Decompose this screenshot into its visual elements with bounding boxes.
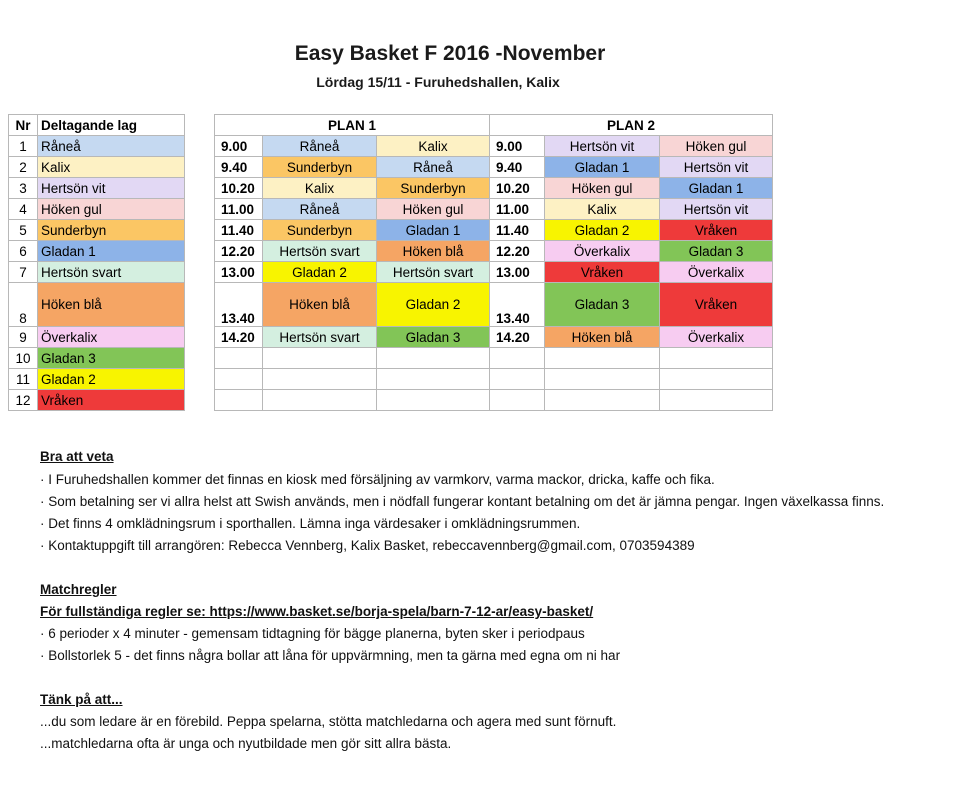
team-name: Hertsön svart: [38, 262, 185, 283]
match-team: Gladan 2: [545, 220, 660, 241]
match-row: [215, 327, 773, 348]
match-team: Sunderbyn: [263, 220, 377, 241]
empty-cell: [660, 348, 773, 369]
match-team: Höken gul: [545, 178, 660, 199]
empty-cell: [545, 348, 660, 369]
team-row: [9, 262, 185, 283]
team-nr: 8: [9, 283, 38, 327]
matchregler-heading: Matchregler: [40, 582, 117, 597]
team-row: [9, 283, 185, 327]
match-team: Sunderbyn: [377, 178, 490, 199]
match-time: 13.40: [215, 283, 263, 327]
empty-cell: [660, 390, 773, 411]
match-team: Gladan 1: [545, 157, 660, 178]
match-team: Höken gul: [377, 199, 490, 220]
team-nr: 4: [9, 199, 38, 220]
team-nr: 11: [9, 369, 38, 390]
match-time: 11.00: [490, 199, 545, 220]
page-subtitle: Lördag 15/11 - Furuhedshallen, Kalix: [316, 74, 560, 90]
match-time: 14.20: [490, 327, 545, 348]
match-time: 9.40: [490, 157, 545, 178]
empty-cell: [490, 348, 545, 369]
match-team: Gladan 2: [377, 283, 490, 327]
team-row: [9, 157, 185, 178]
info-line: · Det finns 4 omklädningsrum i sporthallen. Lämna inga värdesaker i omklädningsrummen.: [40, 516, 581, 531]
match-team: Gladan 3: [660, 241, 773, 262]
empty-cell: [215, 369, 263, 390]
team-name: Gladan 1: [38, 241, 185, 262]
tank-line: ...matchledarna ofta är unga och nyutbildade men gör sitt allra bästa.: [40, 736, 452, 751]
teams-col-nr: Nr: [9, 115, 38, 136]
empty-cell: [215, 348, 263, 369]
match-time: 10.20: [215, 178, 263, 199]
match-team: Råneå: [263, 199, 377, 220]
match-time: 12.20: [490, 241, 545, 262]
match-team: Överkalix: [660, 262, 773, 283]
match-team: Höken blå: [377, 241, 490, 262]
match-time: 10.20: [490, 178, 545, 199]
team-nr: 5: [9, 220, 38, 241]
match-team: Gladan 1: [377, 220, 490, 241]
match-team: Höken blå: [545, 327, 660, 348]
team-nr: 12: [9, 390, 38, 411]
team-row: [9, 136, 185, 157]
info-line: · Kontaktuppgift till arrangören: Rebecca Vennberg, Kalix Basket, rebeccavennberg@gmail.com, 0703594389: [40, 538, 695, 553]
empty-cell: [263, 348, 377, 369]
match-team: Gladan 3: [377, 327, 490, 348]
page-title: Easy Basket F 2016 -November: [294, 42, 606, 65]
match-team: Hertsön svart: [377, 262, 490, 283]
team-name: Hertsön vit: [38, 178, 185, 199]
team-name: Sunderbyn: [38, 220, 185, 241]
empty-cell: [377, 348, 490, 369]
team-row: [9, 327, 185, 348]
match-row: [215, 157, 773, 178]
empty-cell: [377, 369, 490, 390]
rules-line: · 6 perioder x 4 minuter - gemensam tidtagning för bägge planerna, byten sker i periodpaus: [40, 626, 585, 641]
match-row: [215, 178, 773, 199]
match-time: 9.00: [215, 136, 263, 157]
match-row: [215, 283, 773, 327]
team-name: Vråken: [38, 390, 185, 411]
empty-cell: [490, 369, 545, 390]
info-line: · Som betalning ser vi allra helst att Swish används, men i nödfall fungerar kontant betalning om det är jämna pengar. Ingen växelkassa finns.: [40, 494, 885, 509]
match-team: Råneå: [377, 157, 490, 178]
match-time: 11.40: [215, 220, 263, 241]
empty-cell: [263, 390, 377, 411]
team-name: Höken gul: [38, 199, 185, 220]
match-row: [215, 262, 773, 283]
rules-link[interactable]: För fullständiga regler se: https://www.basket.se/borja-spela/barn-7-12-ar/easy-basket/: [40, 604, 594, 619]
match-team: Sunderbyn: [263, 157, 377, 178]
team-name: Gladan 3: [38, 348, 185, 369]
match-time: 12.20: [215, 241, 263, 262]
match-team: Vråken: [545, 262, 660, 283]
empty-cell: [377, 390, 490, 411]
empty-cell: [660, 369, 773, 390]
empty-cell: [215, 390, 263, 411]
match-team: Hertsön vit: [545, 136, 660, 157]
match-team: Hertsön vit: [660, 157, 773, 178]
team-nr: 2: [9, 157, 38, 178]
empty-row: [215, 348, 773, 369]
empty-row: [215, 369, 773, 390]
team-nr: 1: [9, 136, 38, 157]
match-row: [215, 220, 773, 241]
team-name: Höken blå: [38, 283, 185, 327]
match-row: [215, 241, 773, 262]
team-name: Överkalix: [38, 327, 185, 348]
match-team: Gladan 1: [660, 178, 773, 199]
bra-att-veta-heading: Bra att veta: [40, 449, 114, 464]
match-time: 11.00: [215, 199, 263, 220]
team-row: [9, 348, 185, 369]
teams-table: [8, 114, 185, 411]
team-row: [9, 178, 185, 199]
match-time: 13.00: [490, 262, 545, 283]
match-team: Kalix: [377, 136, 490, 157]
team-nr: 9: [9, 327, 38, 348]
match-row: [215, 199, 773, 220]
tank-pa-att-heading: Tänk på att...: [40, 692, 123, 707]
team-name: Kalix: [38, 157, 185, 178]
team-nr: 6: [9, 241, 38, 262]
info-line: · I Furuhedshallen kommer det finnas en kiosk med försäljning av varmkorv, varma mackor, dricka, kaffe och fika.: [40, 472, 715, 487]
match-team: Höken gul: [660, 136, 773, 157]
empty-cell: [545, 390, 660, 411]
match-time: 13.00: [215, 262, 263, 283]
match-time: 11.40: [490, 220, 545, 241]
match-team: Höken blå: [263, 283, 377, 327]
match-time: 13.40: [490, 283, 545, 327]
tank-line: ...du som ledare är en förebild. Peppa spelarna, stötta matchledarna och agera med sunt förnuft.: [40, 714, 617, 729]
rules-line: · Bollstorlek 5 - det finns några bollar att låna för uppvärmning, men ta gärna med egna om ni har: [40, 648, 621, 663]
team-nr: 10: [9, 348, 38, 369]
team-row: [9, 220, 185, 241]
match-team: Hertsön svart: [263, 327, 377, 348]
team-nr: 7: [9, 262, 38, 283]
match-team: Råneå: [263, 136, 377, 157]
match-team: Gladan 3: [545, 283, 660, 327]
plan1-header: PLAN 1: [215, 115, 490, 136]
team-row: [9, 199, 185, 220]
match-team: Överkalix: [660, 327, 773, 348]
match-team: Kalix: [263, 178, 377, 199]
team-row: [9, 369, 185, 390]
empty-cell: [263, 369, 377, 390]
match-time: 9.00: [490, 136, 545, 157]
empty-cell: [490, 390, 545, 411]
match-row: [215, 136, 773, 157]
team-row: [9, 241, 185, 262]
match-time: 9.40: [215, 157, 263, 178]
team-name: Gladan 2: [38, 369, 185, 390]
match-time: 14.20: [215, 327, 263, 348]
match-team: Gladan 2: [263, 262, 377, 283]
match-team: Överkalix: [545, 241, 660, 262]
match-team: Vråken: [660, 283, 773, 327]
empty-row: [215, 390, 773, 411]
teams-col-team: Deltagande lag: [38, 115, 185, 136]
plan2-header: PLAN 2: [490, 115, 773, 136]
team-name: Råneå: [38, 136, 185, 157]
match-team: Kalix: [545, 199, 660, 220]
empty-cell: [545, 369, 660, 390]
schedule-table: [214, 114, 773, 411]
team-nr: 3: [9, 178, 38, 199]
match-team: Hertsön vit: [660, 199, 773, 220]
match-team: Hertsön svart: [263, 241, 377, 262]
team-row: [9, 390, 185, 411]
match-team: Vråken: [660, 220, 773, 241]
